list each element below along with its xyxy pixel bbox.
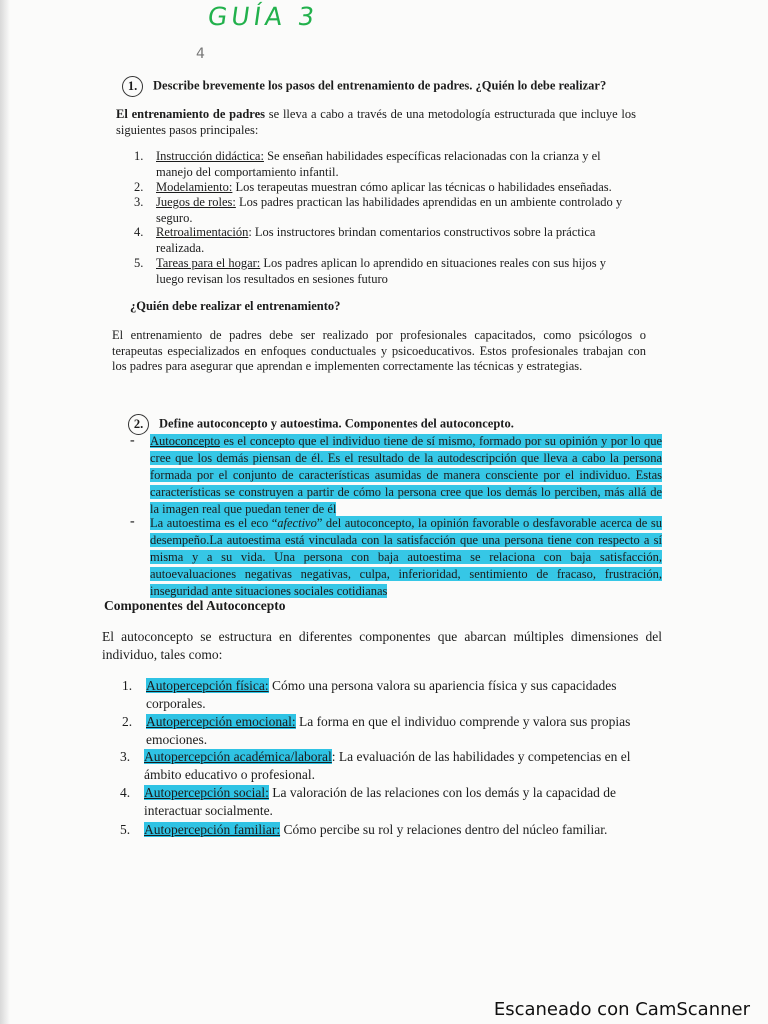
component-description: Cómo una persona valora su apariencia física y sus capacidades corporales. xyxy=(146,678,617,711)
step-number: 4. xyxy=(134,225,144,239)
autoconcepto-term: Autoconcepto xyxy=(150,434,221,448)
scan-shadow xyxy=(0,0,10,1024)
intro-bold: El entrenamiento de padres xyxy=(116,107,266,121)
handwritten-title: GUÍA 3 xyxy=(205,2,321,31)
component-description: La forma en que el individuo comprende y valora sus propias emociones. xyxy=(146,714,631,747)
step-term: Retroalimentación xyxy=(156,225,249,239)
autoestima-definition xyxy=(150,515,662,600)
autoestima-text: ” del autoconcepto, la opinión favorable o desfavorable acerca de su desempeño.La autoestima está vinculada con la satisfacción que una persona tiene con respecto a sí misma y a su vida. Una persona con baja autoestima se relaciona con baja satisfacción, autoevaluaciones negativas negativas, culpa, inferioridad, sentimiento de fracaso, frustración, inseguridad ante situaciones sociales cotidianas xyxy=(150,516,662,598)
component-term: Autopercepción académica/laboral xyxy=(144,749,332,764)
component-description: : La evaluación de las habilidades y competencias en el ámbito educativo o profesional. xyxy=(144,749,631,782)
camscanner-watermark: Escaneado con CamScanner xyxy=(493,999,750,1020)
step-number: 2. xyxy=(134,180,144,194)
step-term: Instrucción didáctica: xyxy=(156,149,264,163)
bullet-dash: - xyxy=(130,433,135,448)
intro-rest: se lleva a cabo a través de una metodología estructurada que incluye los siguientes pasos principales: xyxy=(116,107,636,137)
handwritten-mark: 4 xyxy=(196,46,205,62)
components-intro: El autoconcepto se estructura en diferentes componentes que abarcan múltiples dimensiones del individuo, tales como: xyxy=(102,629,662,662)
autoconcepto-definition xyxy=(150,433,662,518)
step-text xyxy=(156,149,624,180)
question-2-heading xyxy=(128,414,648,435)
component-term: Autopercepción emocional: xyxy=(146,714,296,729)
component-number: 3. xyxy=(120,749,131,764)
step-number: 5. xyxy=(134,256,144,270)
question-1-title: Describe brevemente los pasos del entrenamiento de padres. ¿Quién lo debe realizar? xyxy=(153,78,607,93)
step-description: : Los instructores brindan comentarios constructivos sobre la práctica realizada. xyxy=(156,225,596,255)
component-number: 4. xyxy=(120,785,131,800)
autoestima-emphasis: afectivo xyxy=(277,516,317,530)
step-description: Se enseñan habilidades específicas relacionadas con la crianza y el manejo del comportamiento infantil. xyxy=(156,149,601,179)
component-term: Autopercepción familiar: xyxy=(144,822,281,837)
step-term: Juegos de roles: xyxy=(156,195,236,209)
step-text xyxy=(156,195,624,226)
question-2-title: Define autoconcepto y autoestima. Componentes del autoconcepto. xyxy=(159,416,514,431)
question-1-number: 1. xyxy=(122,76,143,97)
bullet-dash: - xyxy=(130,514,135,529)
step-text xyxy=(156,180,624,196)
question-1-heading xyxy=(122,76,662,97)
components-heading: Componentes del Autoconcepto xyxy=(104,598,286,613)
component-text xyxy=(144,821,654,839)
step-term: Tareas para el hogar: xyxy=(156,256,261,270)
component-term: Autopercepción física: xyxy=(146,678,269,693)
step-term: Modelamiento: xyxy=(156,180,233,194)
question-1-intro xyxy=(116,107,636,138)
component-text xyxy=(144,748,654,784)
component-text xyxy=(146,713,656,749)
component-description: La valoración de las relaciones con los demás y la capacidad de interactuar socialmente. xyxy=(144,785,616,818)
step-text xyxy=(156,256,624,287)
component-number: 5. xyxy=(120,822,131,837)
component-text xyxy=(144,784,654,820)
component-number: 2. xyxy=(122,714,133,729)
step-number: 1. xyxy=(134,149,144,163)
step-description: Los terapeutas muestran cómo aplicar las técnicas o habilidades enseñadas. xyxy=(232,180,612,194)
component-description: Cómo percibe su rol y relaciones dentro del núcleo familiar. xyxy=(280,822,608,837)
question-1-answer: El entrenamiento de padres debe ser realizado por profesionales capacitados, como psicólogos o terapeutas especializados en enfoques conductuales y psicoeducativos. Estos profesionales trabajan con los padres para asegurar que aprendan e implementen correctamente las técnicas y estrategias. xyxy=(112,328,646,373)
autoconcepto-text: es el concepto que el individuo tiene de sí mismo, formado por su opinión y por lo que cree que los demás piensan de él. Es el resultado de la autodescripción que lleva a cabo la persona formada por el conjunto de características asumidas de manera consciente por el individuo. Estas características se construyen a partir de cómo la persona cree que los demás lo perciben, más allá de la imagen real que puedan tener de él xyxy=(150,434,662,516)
step-description: Los padres aplican lo aprendido en situaciones reales con sus hijos y luego revisan los resultados en sesiones futuro xyxy=(156,256,607,286)
component-number: 1. xyxy=(122,678,133,693)
question-2-number: 2. xyxy=(128,414,149,435)
question-1-subheading: ¿Quién debe realizar el entrenamiento? xyxy=(130,299,341,313)
step-description: Los padres practican las habilidades aprendidas en un ambiente controlado y seguro. xyxy=(156,195,623,225)
step-number: 3. xyxy=(134,195,144,209)
step-text xyxy=(156,225,624,256)
autoestima-pre: La autoestima es el eco “ xyxy=(150,516,278,530)
component-text xyxy=(146,677,656,713)
component-term: Autopercepción social: xyxy=(144,785,269,800)
